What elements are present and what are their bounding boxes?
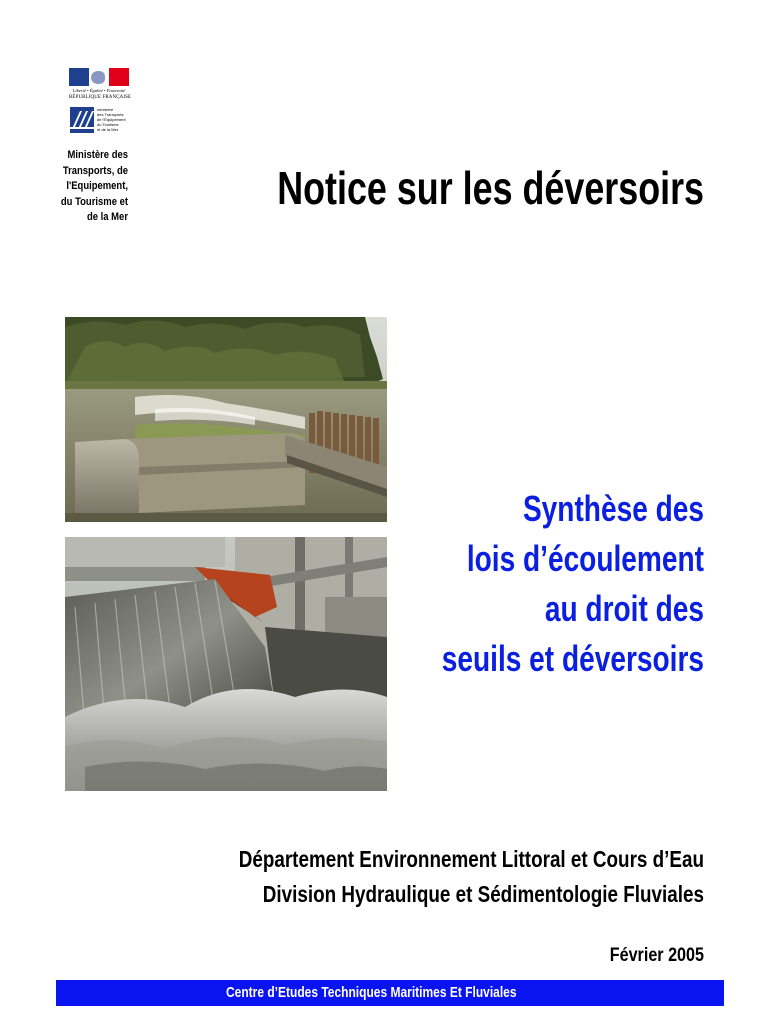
footer-band [56, 980, 724, 1006]
publication-date: Février 2005 [609, 945, 704, 966]
subtitle-line: lois d’écoulement [466, 538, 704, 579]
ministere-logo-text: ministère des Transports de l'Équipement du Tourisme et de la Mer [97, 107, 126, 132]
ministry-label: Ministère des Transports, de l'Equipement, du Tourisme et de la Mer [60, 149, 128, 223]
republique-name: RÉPUBLIQUE FRANÇAISE [69, 95, 132, 100]
subtitle-line: Synthèse des [522, 488, 704, 529]
subtitle [392, 484, 704, 684]
department-name: Département Environnement Littoral et Cours d’Eau [238, 846, 705, 872]
dam-spillway-photo [65, 537, 387, 791]
weir-river-photo [65, 317, 387, 522]
footer-organization: Centre d’Etudes Techniques Maritimes Et Fluviales [226, 984, 517, 1001]
subtitle-line: seuils et déversoirs [441, 638, 704, 679]
ministere-emblem-icon [70, 107, 94, 133]
marianne-flag-icon [69, 68, 129, 86]
ministere-logo [70, 107, 130, 135]
page-title: Notice sur les déversoirs [277, 162, 704, 214]
subtitle-line: au droit des [544, 588, 704, 629]
division-name: Division Hydraulique et Sédimentologie Fluviales [262, 881, 704, 907]
republique-francaise-logo [69, 68, 132, 106]
department-block [196, 842, 704, 912]
republique-motto: Liberté • Égalité • Fraternité [72, 88, 126, 93]
